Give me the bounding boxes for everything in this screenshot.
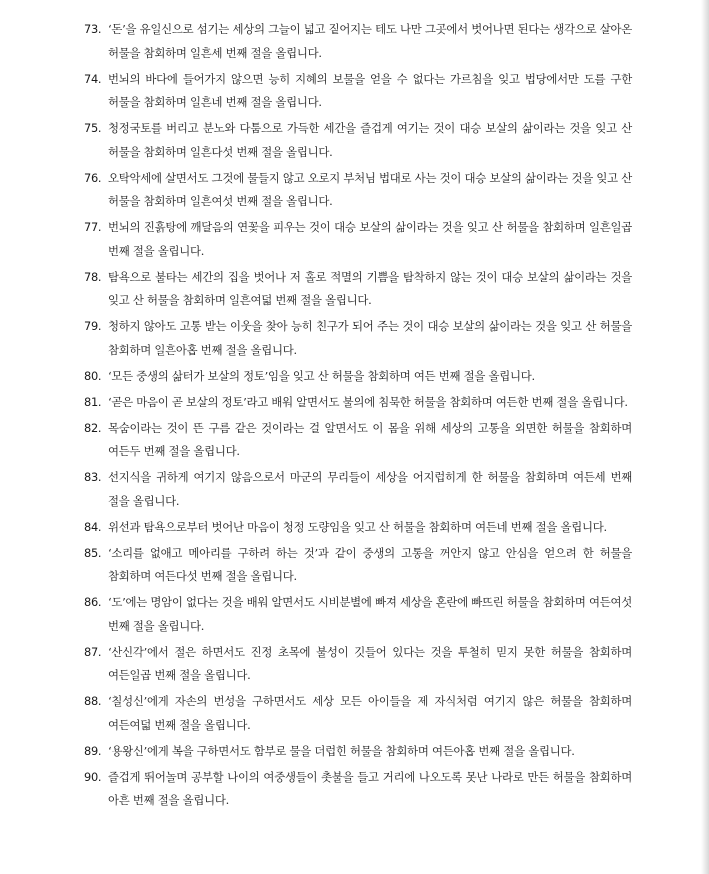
item-number: 80. bbox=[84, 368, 102, 383]
list-item bbox=[84, 542, 632, 589]
item-number: 78. bbox=[84, 269, 102, 284]
list-item bbox=[84, 167, 632, 214]
list-item bbox=[84, 690, 632, 737]
list-item bbox=[84, 766, 632, 813]
list-item bbox=[84, 18, 632, 65]
item-number: 86. bbox=[84, 595, 102, 609]
item-text: 즐겁게 뛰어놀며 공부할 나이의 여중생들이 촛불을 들고 거리에 나오도록 못난 나라로 만든 허물을 참회하며 아흔 번째 절을 올립니다. bbox=[108, 769, 632, 807]
item-text: ‘곧은 마음이 곧 보살의 정토’라고 배워 알면서도 불의에 침묵한 허물을 참회하며 여든한 번째 절을 올립니다. bbox=[108, 394, 628, 409]
item-number: 79. bbox=[84, 319, 102, 333]
item-text: 청정국토를 버리고 분노와 다툼으로 가득한 세간을 즐겁게 여기는 것이 대승 보살의 삶이라는 것을 잊고 산 허물을 참회하며 일흔다섯 번째 절을 올립니다. bbox=[108, 121, 632, 159]
item-number: 73. bbox=[84, 22, 102, 36]
item-text: ‘칠성신’에게 자손의 번성을 구하면서도 세상 모든 아이들을 제 자식처럼 여기지 않은 허물을 참회하며 여든여덟 번째 절을 올립니다. bbox=[108, 694, 632, 732]
item-text: 선지식을 귀하게 여기지 않음으로서 마군의 무리들이 세상을 어지럽히게 한 허물을 참회하며 여든세 번째 절을 올립니다. bbox=[108, 470, 632, 508]
list-item bbox=[84, 591, 632, 638]
item-number: 85. bbox=[84, 545, 102, 560]
list-item bbox=[84, 216, 632, 263]
list-item bbox=[84, 365, 632, 389]
page-edge-shadow bbox=[701, 0, 709, 874]
item-text: ‘모든 중생의 삶터가 보살의 정토’임을 잊고 산 허물을 참회하며 여든 번째 절을 올립니다. bbox=[108, 368, 535, 383]
repentance-list bbox=[84, 18, 632, 815]
item-text: 오탁악세에 살면서도 그것에 물들지 않고 오로지 부처님 법대로 사는 것이 대승 보살의 삶이라는 것을 잊고 산 허물을 참회하며 일흔여섯 번째 절을 올립니다. bbox=[108, 170, 632, 208]
item-text: ‘산신각’에서 절은 하면서도 진정 초목에 불성이 깃들어 있다는 것을 투철히 믿지 못한 허물을 참회하며 여든일곱 번째 절을 올립니다. bbox=[108, 644, 632, 682]
list-item bbox=[84, 641, 632, 688]
item-text: 번뇌의 진흙탕에 깨달음의 연꽃을 피우는 것이 대승 보살의 삶이라는 것을 잊고 산 허물을 참회하며 일흔일곱 번째 절을 올립니다. bbox=[108, 220, 632, 258]
item-text: ‘소리를 없애고 메아리를 구하려 하는 것’과 같이 중생의 고통을 꺼안지 않고 안심을 얻으려 한 허물을 참회하며 여든다섯 번째 절을 올립니다. bbox=[108, 545, 632, 583]
list-item bbox=[84, 516, 632, 540]
item-number: 81. bbox=[84, 394, 102, 409]
item-text: 목숨이라는 것이 뜬 구름 같은 것이라는 걸 알면서도 이 몸을 위해 세상의 고통을 외면한 허물을 참회하며 여든두 번째 절을 올립니다. bbox=[108, 420, 632, 458]
item-text: ‘용왕신’에게 복을 구하면서도 함부로 물을 더럽힌 허물을 참회하며 여든아홉 번째 절을 올립니다. bbox=[108, 743, 575, 758]
item-number: 90. bbox=[84, 769, 102, 784]
item-number: 84. bbox=[84, 519, 102, 534]
item-number: 74. bbox=[84, 71, 102, 86]
item-number: 76. bbox=[84, 170, 102, 185]
list-item bbox=[84, 740, 632, 764]
item-number: 88. bbox=[84, 694, 102, 708]
item-text: ‘도’에는 명암이 없다는 것을 배워 알면서도 시비분별에 빠져 세상을 혼란에 빠뜨린 허물을 참회하며 여든여섯 번째 절을 올립니다. bbox=[108, 595, 632, 633]
item-text: ‘돈’을 유일신으로 섬기는 세상의 그늘이 넓고 짙어지는 테도 나만 그곳에서 벗어나면 된다는 생각으로 살아온 허물을 참회하며 일흔세 번째 절을 올립니다. bbox=[108, 22, 632, 60]
item-number: 75. bbox=[84, 121, 102, 135]
item-number: 83. bbox=[84, 470, 102, 484]
item-text: 위선과 탐욕으로부터 벗어난 마음이 청정 도량임을 잊고 산 허물을 참회하며 여든네 번째 절을 올립니다. bbox=[108, 519, 607, 534]
list-item bbox=[84, 117, 632, 164]
list-item bbox=[84, 466, 632, 513]
item-text: 번뇌의 바다에 들어가지 않으면 능히 지혜의 보물을 얻을 수 없다는 가르침을 잊고 법당에서만 도를 구한 허물을 참회하며 일흔네 번째 절을 올립니다. bbox=[108, 71, 632, 109]
item-number: 82. bbox=[84, 420, 102, 435]
item-text: 청하지 않아도 고통 받는 이웃을 찾아 능히 친구가 되어 주는 것이 대승 보살의 삶이라는 것을 잊고 산 허물을 참회하며 일흔아홉 번째 절을 올립니다. bbox=[108, 319, 632, 357]
list-item bbox=[84, 68, 632, 115]
list-item bbox=[84, 417, 632, 464]
list-item bbox=[84, 266, 632, 313]
item-number: 89. bbox=[84, 743, 102, 758]
list-item bbox=[84, 391, 632, 415]
item-number: 77. bbox=[84, 220, 102, 234]
list-item bbox=[84, 315, 632, 362]
item-number: 87. bbox=[84, 644, 102, 659]
item-text: 탐욕으로 불타는 세간의 집을 벗어나 저 홀로 적멸의 기쁨을 탐착하지 않는 것이 대승 보살의 삶이라는 것을 잊고 산 허물을 참회하며 일흔여덟 번째 절을 올립니다. bbox=[108, 269, 632, 307]
